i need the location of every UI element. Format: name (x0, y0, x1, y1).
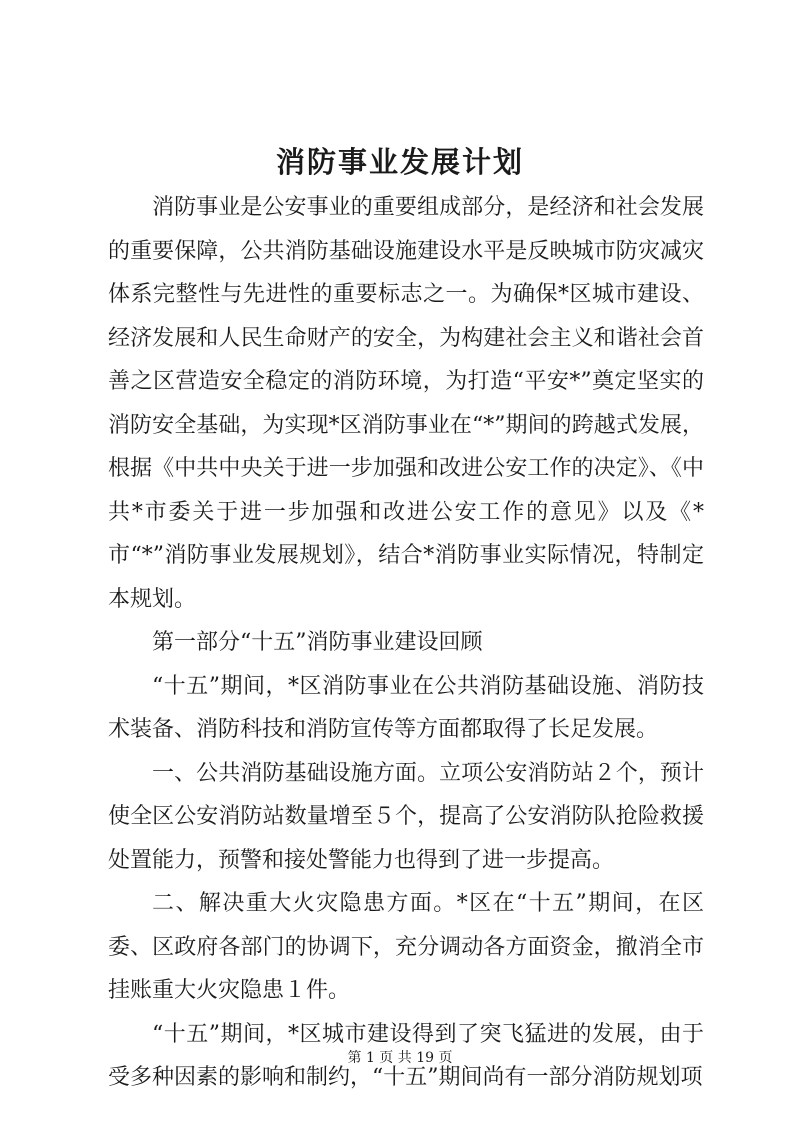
paragraph-construction: “十五”期间，*区城市建设得到了突飞猛进的发展，由于受多种因素的影响和制约，“十五”期间尚有一部分消防规划项 (108, 1021, 704, 1090)
document-title: 消防事业发展计划 (275, 145, 524, 179)
page-footer: 第 1 页 共 19 页 (347, 1050, 453, 1066)
section-heading-part-one: 第一部分“十五”消防事业建设回顾 (152, 630, 483, 655)
paragraph-fire-hazards: 二、解决重大火灾隐患方面。*区在“十五”期间，在区委、区政府各部门的协调下，充分调动各方面资金，撤消全市挂账重大火灾隐患１件。 (108, 891, 704, 1003)
paragraph-infrastructure: 一、公共消防基础设施方面。立项公安消防站２个，预计使全区公安消防站数量增至５个，提高了公安消防队抢险救援处置能力，预警和接处警能力也得到了进一步提高。 (108, 760, 704, 873)
document-body (108, 186, 704, 1100)
paragraph-intro: 消防事业是公安事业的重要组成部分，是经济和社会发展的重要保障，公共消防基础设施建设水平是反映城市防灾减灾体系完整性与先进性的重要标志之一。为确保*区城市建设、经济发展和人民生命财产的安全，为构建社会主义和谐社会首善之区营造安全稳定的消防环境，为打造“平安*”奠定坚实的消防安全基础，为实现*区消防事业在“*”期间的跨越式发展，根据《中共中央关于进一步加强和改进公安工作的决定》、《中共*市委关于进一步加强和改进公安工作的意见》以及《*市“*”消防事业发展规划》，结合*消防事业实际情况，特制定本规划。 (108, 195, 704, 612)
paragraph-review-summary: “十五”期间，*区消防事业在公共消防基础设施、消防技术装备、消防科技和消防宣传等方面都取得了长足发展。 (108, 673, 704, 742)
